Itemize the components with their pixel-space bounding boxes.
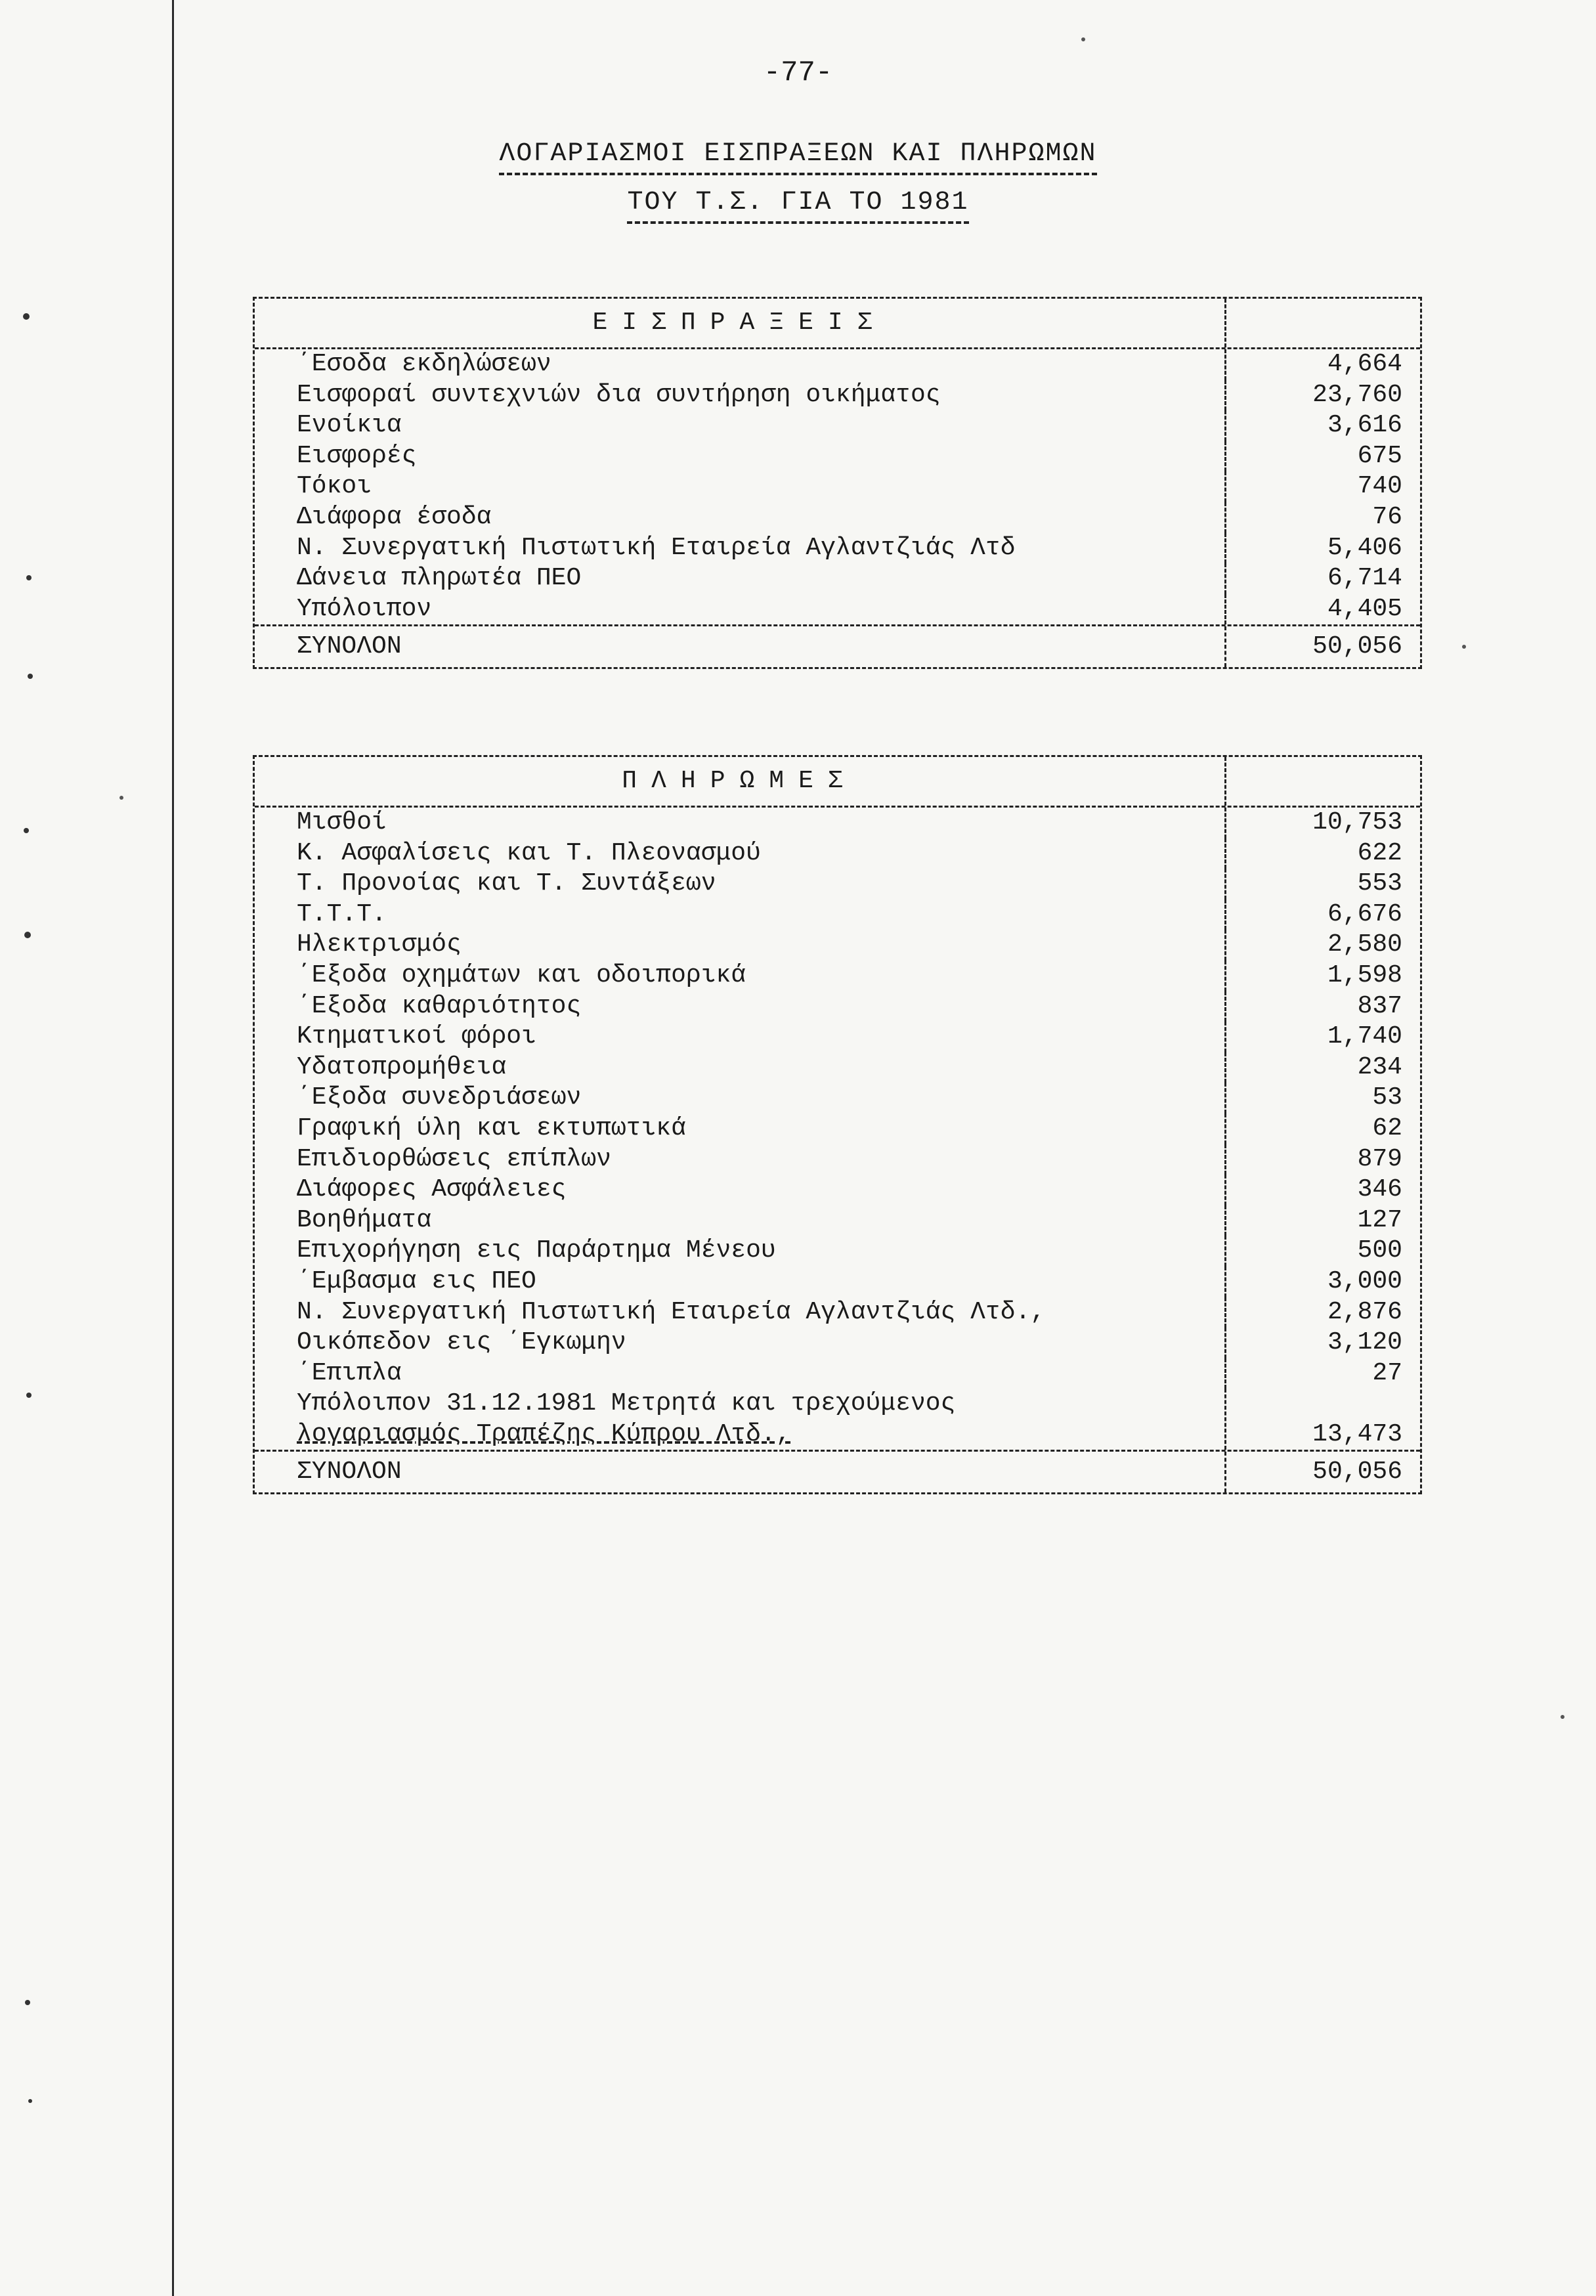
total-amount: 50,056 xyxy=(1312,1458,1402,1486)
row-amount: 4,664 xyxy=(1327,350,1402,378)
title-line-2: ΤΟΥ Τ.Σ. ΓΙΑ ΤΟ 1981 xyxy=(627,188,968,224)
row-label: Κτηματικοί φόροι xyxy=(255,1022,1226,1052)
row-label: ΄Εμβασμα εις ΠΕΟ xyxy=(255,1267,1226,1297)
row-amount: 76 xyxy=(1372,502,1402,531)
row-label: Εισφοραί συντεχνιών δια συντήρηση οικήματος xyxy=(255,380,1226,411)
row-label: Υπόλοιπον xyxy=(255,594,1226,625)
row-amount: 23,760 xyxy=(1312,380,1402,409)
row-amount: 234 xyxy=(1357,1052,1402,1081)
row-amount: 3,616 xyxy=(1327,411,1402,440)
row-amount: 27 xyxy=(1372,1358,1402,1387)
row-label: Διάφορα έσοδα xyxy=(255,502,1226,533)
total-label: ΣΥΝΟΛΟΝ xyxy=(255,626,1226,667)
row-label: Τόκοι xyxy=(255,471,1226,502)
row-label: Διάφορες Ασφάλειες xyxy=(255,1175,1226,1205)
row-amount: 2,580 xyxy=(1327,930,1402,959)
row-label: Εισφορές xyxy=(255,441,1226,472)
row-label: Βοηθήματα xyxy=(255,1205,1226,1236)
row-label: Κ. Ασφαλίσεις και Τ. Πλεονασμού xyxy=(255,838,1226,869)
total-label: ΣΥΝΟΛΟΝ xyxy=(255,1452,1226,1492)
row-label: Επιδιορθώσεις επίπλων xyxy=(255,1144,1226,1175)
row-amount: 2,876 xyxy=(1327,1297,1402,1326)
balance-line-2: λογαριασμός Τραπέζης Κύπρου Λτδ., xyxy=(297,1419,791,1448)
row-amount: 62 xyxy=(1372,1114,1402,1142)
row-label: ΄Εξοδα οχημάτων και οδοιπορικά xyxy=(255,961,1226,991)
title-line-1: ΛΟΓΑΡΙΑΣΜΟΙ ΕΙΣΠΡΑΞΕΩΝ ΚΑΙ ΠΛΗΡΩΜΩΝ xyxy=(499,139,1096,175)
row-amount: 837 xyxy=(1357,991,1402,1020)
row-label: Ν. Συνεργατική Πιστωτική Εταιρεία Αγλαντζιάς Λτδ xyxy=(255,533,1226,564)
row-label: ΄Επιπλα xyxy=(255,1358,1226,1389)
row-amount: 6,714 xyxy=(1327,564,1402,593)
receipts-heading: ΕΙΣΠΡΑΞΕΙΣ xyxy=(255,299,1226,347)
row-label: ΄Εσοδα εκδηλώσεων xyxy=(255,349,1226,380)
row-amount: 675 xyxy=(1357,441,1402,470)
row-label: Επιχορήγηση εις Παράρτημα Μένεου xyxy=(255,1236,1226,1267)
row-amount: 346 xyxy=(1357,1175,1402,1204)
row-amount: 6,676 xyxy=(1327,899,1402,928)
row-label: Ενοίκια xyxy=(255,410,1226,441)
row-label: Δάνεια πληρωτέα ΠΕΟ xyxy=(255,563,1226,594)
row-label: Μισθοί xyxy=(255,808,1226,838)
row-amount: 622 xyxy=(1357,838,1402,867)
page-number: -77- xyxy=(763,56,833,89)
row-label: Ηλεκτρισμός xyxy=(255,930,1226,961)
total-amount: 50,056 xyxy=(1312,632,1402,661)
balance-amount: 13,473 xyxy=(1312,1419,1402,1448)
row-label: Γραφική ύλη και εκτυπωτικά xyxy=(255,1114,1226,1144)
row-amount: 10,753 xyxy=(1312,808,1402,836)
row-amount: 500 xyxy=(1357,1236,1402,1265)
row-amount: 3,120 xyxy=(1327,1328,1402,1357)
row-amount: 879 xyxy=(1357,1144,1402,1173)
row-amount: 4,405 xyxy=(1327,594,1402,623)
payments-heading: ΠΛΗΡΩΜΕΣ xyxy=(255,757,1226,806)
row-amount: 127 xyxy=(1357,1205,1402,1234)
row-amount: 553 xyxy=(1357,869,1402,898)
row-label: Τ. Προνοίας και Τ. Συντάξεων xyxy=(255,869,1226,899)
row-label: Υδατοπρομήθεια xyxy=(255,1052,1226,1083)
row-label: ΄Εξοδα συνεδριάσεων xyxy=(255,1083,1226,1114)
row-amount: 1,598 xyxy=(1327,961,1402,989)
row-amount: 5,406 xyxy=(1327,533,1402,562)
row-amount: 53 xyxy=(1372,1083,1402,1112)
row-amount: 3,000 xyxy=(1327,1267,1402,1295)
row-label: Τ.Τ.Τ. xyxy=(255,899,1226,930)
row-amount: 1,740 xyxy=(1327,1022,1402,1051)
row-amount: 740 xyxy=(1357,472,1402,501)
row-label: Οικόπεδον εις ΄Εγκωμην xyxy=(255,1328,1226,1358)
row-label: ΄Εξοδα καθαριότητος xyxy=(255,991,1226,1022)
balance-line-1: Υπόλοιπον 31.12.1981 Μετρητά και τρεχούμενος xyxy=(297,1389,956,1418)
row-label: Ν. Συνεργατική Πιστωτική Εταιρεία Αγλαντζιάς Λτδ., xyxy=(255,1297,1226,1328)
